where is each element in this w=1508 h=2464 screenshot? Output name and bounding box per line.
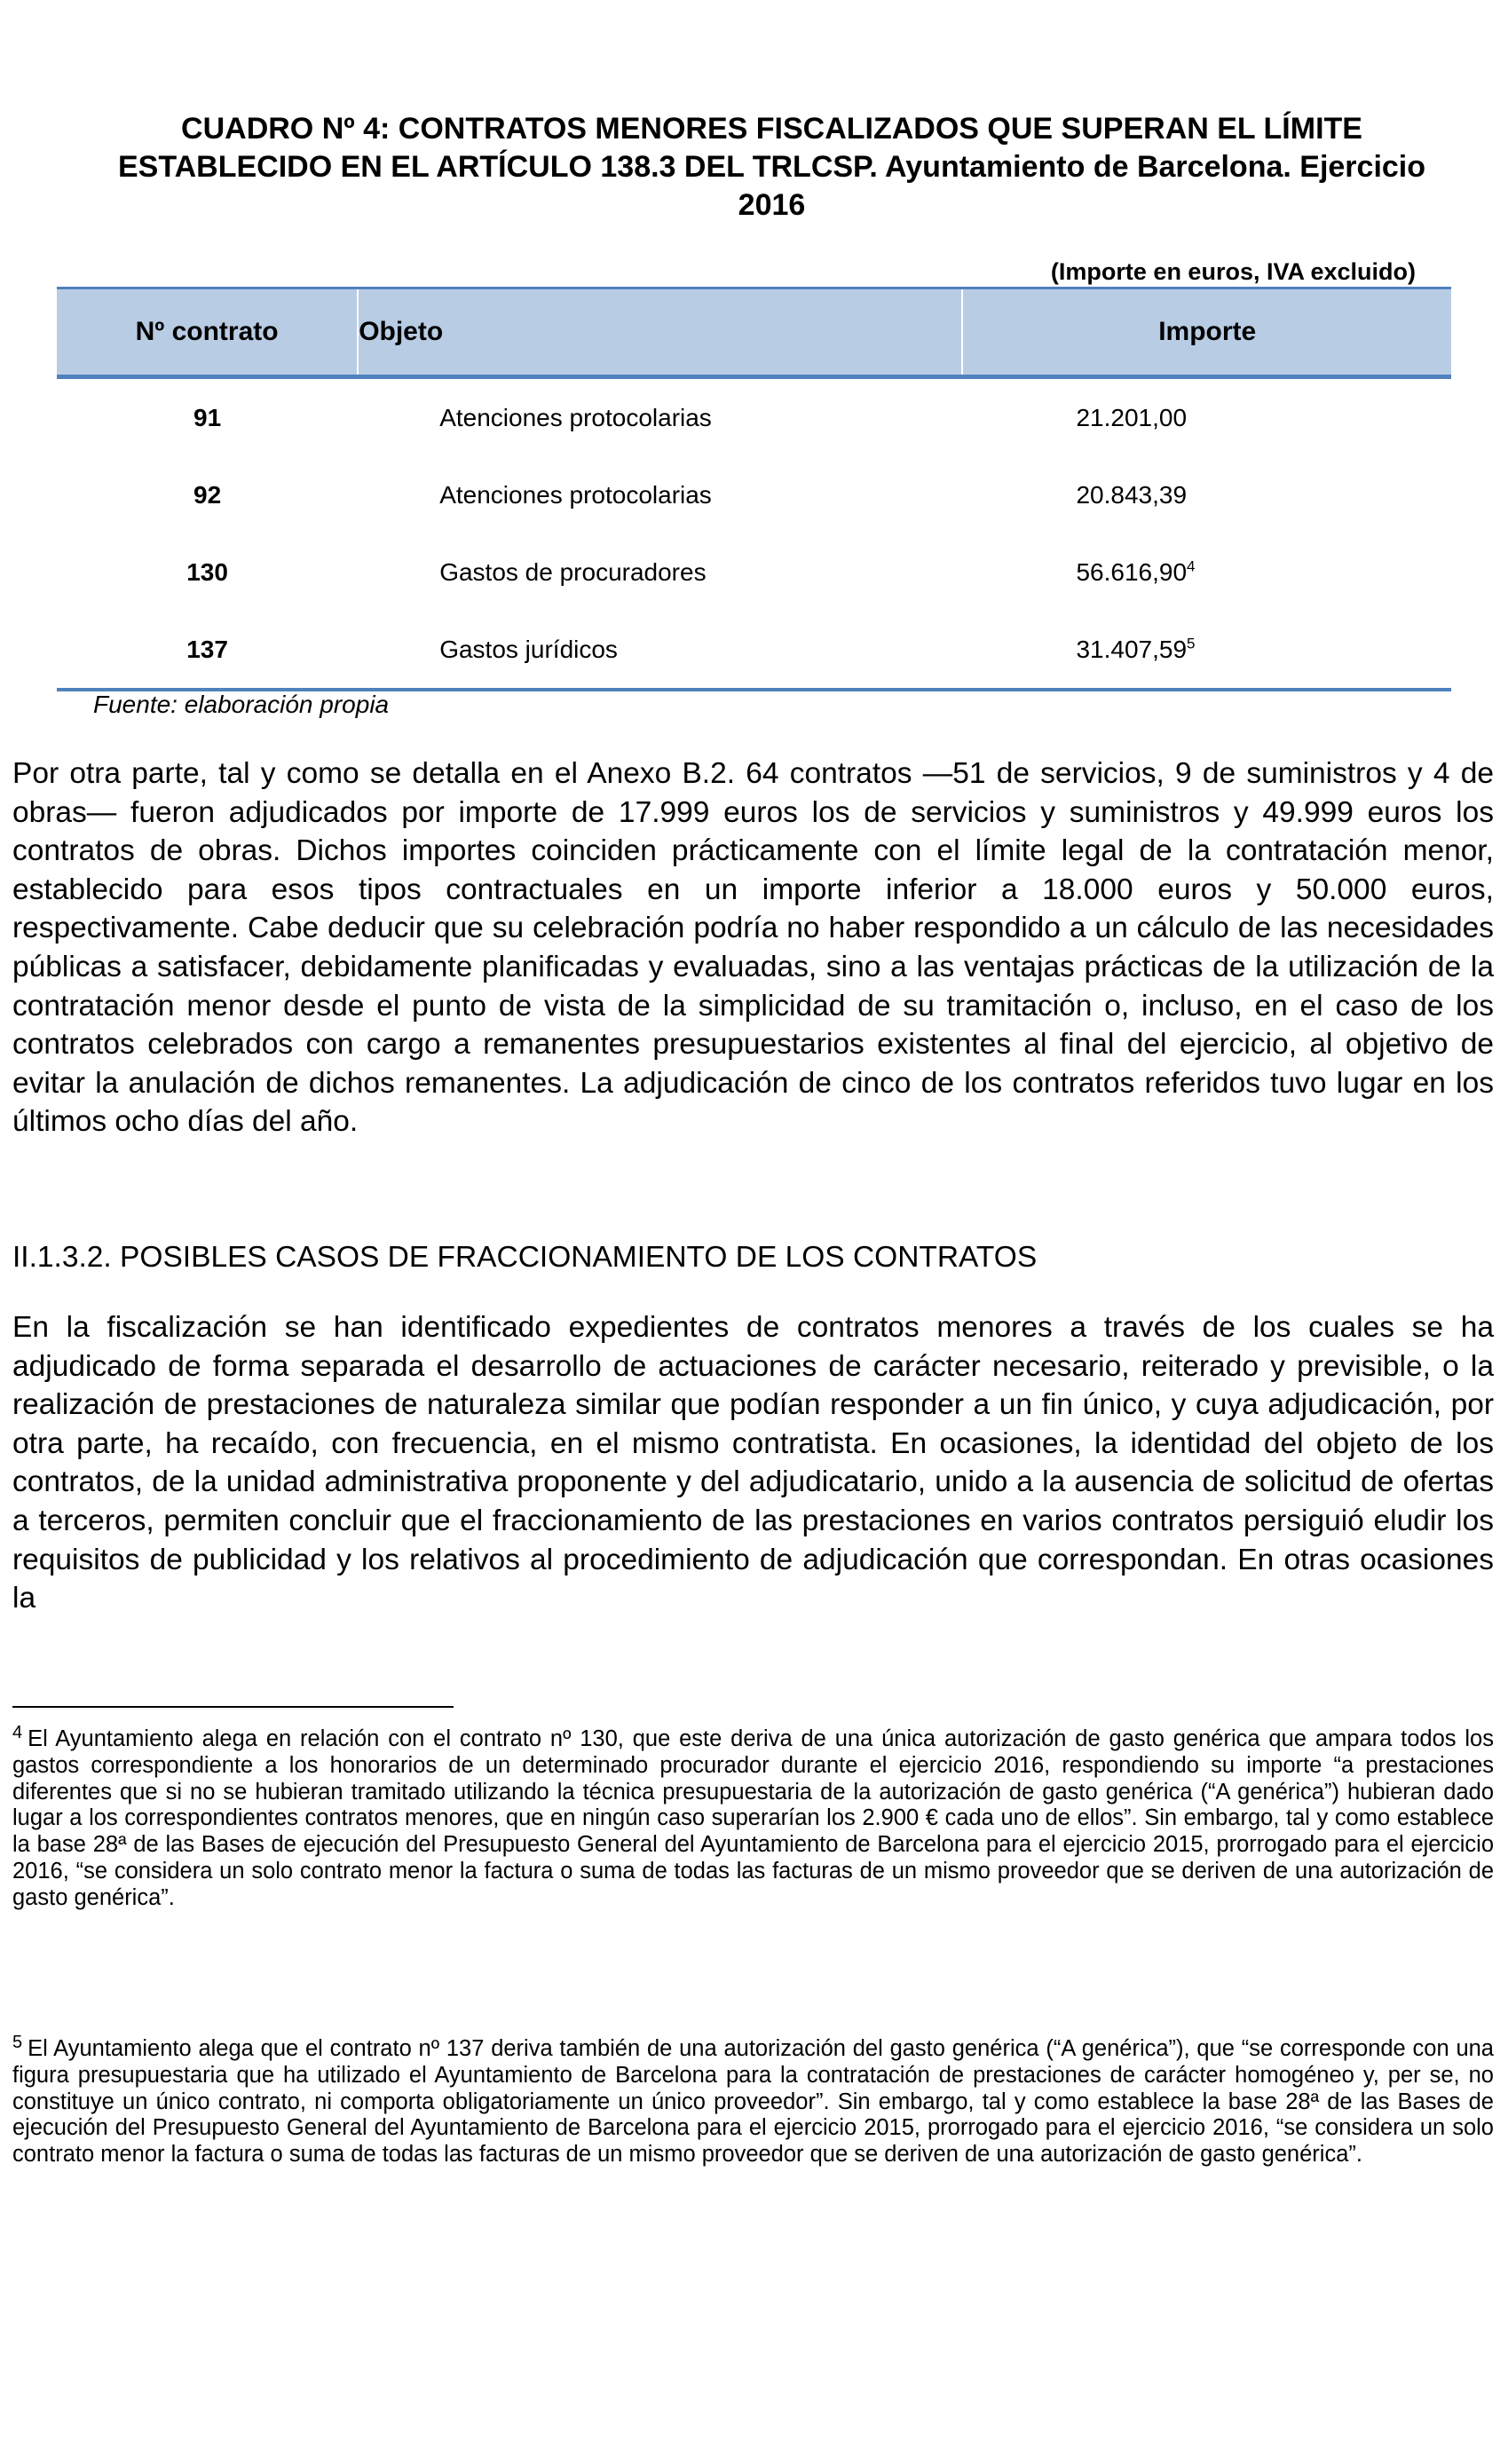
cell-object: Atenciones protocolarias (439, 480, 712, 509)
cell-amount (962, 533, 1451, 611)
unit-note: (Importe en euros, IVA excluido) (1050, 258, 1416, 285)
table-row (57, 611, 1451, 690)
section-heading: II.1.3.2. POSIBLES CASOS DE FRACCIONAMIENTO DE LOS CONTRATOS (12, 1241, 1038, 1274)
cell-object: Gastos jurídicos (358, 611, 962, 690)
cell-amount (962, 456, 1451, 533)
amount-value: 21.201,00 (1076, 403, 1188, 431)
cell-number: 137 (57, 611, 358, 690)
cell-number: 130 (186, 557, 228, 586)
cell-object: Gastos de procuradores (439, 557, 707, 586)
footnote (12, 1722, 1494, 1912)
footnote-mark: 4 (12, 1722, 23, 1742)
header-number: Nº contrato (57, 288, 358, 377)
footnote-ref[interactable]: 5 (1187, 635, 1196, 652)
amount-value: 31.407,59 (1076, 635, 1188, 663)
table-row (57, 456, 1451, 533)
footnote (12, 2032, 1494, 2168)
footnote-text: El Ayuntamiento alega que el contrato nº 137 deriva también de una autorización del gasto genérica (“A genérica”), que “se corresponde con una figura presupuestaria que ha utilizado el Ayuntamiento de Barcelona para la contratación de prestaciones de carácter homogéneo y, per se, no constituye un único contrato, ni comporta obligatoriamente un único proveedor”. Sin embargo, tal y como establece la base 28ª de las Bases de ejecución del Presupuesto General del Ayuntamiento de Barcelona para el ejercicio 2015, prorrogado para el ejercicio 2016, “se considera un solo contrato menor la factura o suma de todas las facturas de un mismo proveedor que se deriven de una autorización de gasto genérica”. (12, 2036, 1494, 2168)
body-paragraph: En la fiscalización se han identificado expedientes de contratos menores a través de los cuales se ha adjudicado de forma separada el desarrollo de actuaciones de carácter necesario, reiterado y previsible, o la realización de prestaciones de naturaleza similar que podían responder a un fin único, y cuya adjudicación, por otra parte, ha recaído, con frecuencia, en el mismo contratista. En ocasiones, la identidad del objeto de los contratos, de la unidad administrativa proponente y del adjudicatario, unido a la ausencia de solicitud de ofertas a terceros, permiten concluir que el fraccionamiento de las prestaciones en varios contratos persiguió eludir los requisitos de publicidad y los relativos al procedimiento de adjudicación que correspondan. En otras ocasiones la (12, 1311, 1494, 1615)
cell-amount (962, 377, 1451, 457)
table-header-row (57, 288, 1451, 377)
footnote-text: El Ayuntamiento alega en relación con el contrato nº 130, que este deriva de una única autorización de gasto genérica que ampara todos los gastos correspondiente a los honorarios de un determinado procurador durante el ejercicio 2016, respondiendo su importe “a prestaciones diferentes que si no se hubieran tramitado utilizando la técnica presupuestaria de la autorización de gasto genérica (“A genérica”) hubieran dado lugar a los correspondientes contratos menores, que en ningún caso superarían los 2.900 € cada uno de ellos”. Sin embargo, tal y como establece la base 28ª de las Bases de ejecución del Presupuesto General del Ayuntamiento de Barcelona para el ejercicio 2015, prorrogado para el ejercicio 2016, “se considera un solo contrato menor la factura o suma de todas las facturas de un mismo proveedor que se deriven de una autorización de gasto genérica”. (12, 1726, 1494, 1910)
cell-amount (962, 611, 1451, 690)
cell-number: 91 (193, 403, 222, 431)
contracts-table (57, 287, 1451, 691)
amount-value: 56.616,90 (1076, 557, 1188, 586)
body-paragraph: Por otra parte, tal y como se detalla en el Anexo B.2. 64 contratos —51 de servicios, 9 de suministros y 4 de obras— fueron adjudicados por importe de 17.999 euros los de servicios y suministros y 49.999 euros los contratos de obras. Dichos importes coinciden prácticamente con el límite legal de la contratación menor, establecido para esos tipos contractuales en un importe inferior a 18.000 euros y 50.000 euros, respectivamente. Cabe deducir que su celebración podría no haber respondido a un cálculo de las necesidades públicas a satisfacer, debidamente planificadas y evaluadas, sino a las ventajas prácticas de la utilización de la contratación menor desde el punto de vista de la simplicidad de su tramitación o, incluso, en el caso de los contratos celebrados con cargo a remanentes presupuestarios existentes al final del ejercicio, al objetivo de evitar la anulación de dichos remanentes. La adjudicación de cinco de los contratos referidos tuvo lugar en los últimos ocho días del año. (12, 757, 1494, 1139)
cell-number: 92 (193, 480, 222, 509)
amount-value: 20.843,39 (1076, 480, 1188, 509)
table-source: Fuente: elaboración propia (93, 691, 390, 718)
footnote-separator (12, 1706, 454, 1708)
table-row (57, 377, 1451, 457)
header-amount: Importe (962, 288, 1451, 377)
table-row (57, 533, 1451, 611)
cell-object: Atenciones protocolarias (439, 403, 712, 431)
footnote-ref[interactable]: 4 (1187, 557, 1196, 575)
table-title: CUADRO Nº 4: CONTRATOS MENORES FISCALIZADOS QUE SUPERAN EL LÍMITE ESTABLECIDO EN EL ARTÍCULO 138.3 DEL TRLCSP. Ayuntamiento de Barcelona. Ejercicio 2016 (117, 112, 1426, 222)
header-object: Objeto (358, 288, 962, 377)
footnote-mark: 5 (12, 2032, 23, 2052)
